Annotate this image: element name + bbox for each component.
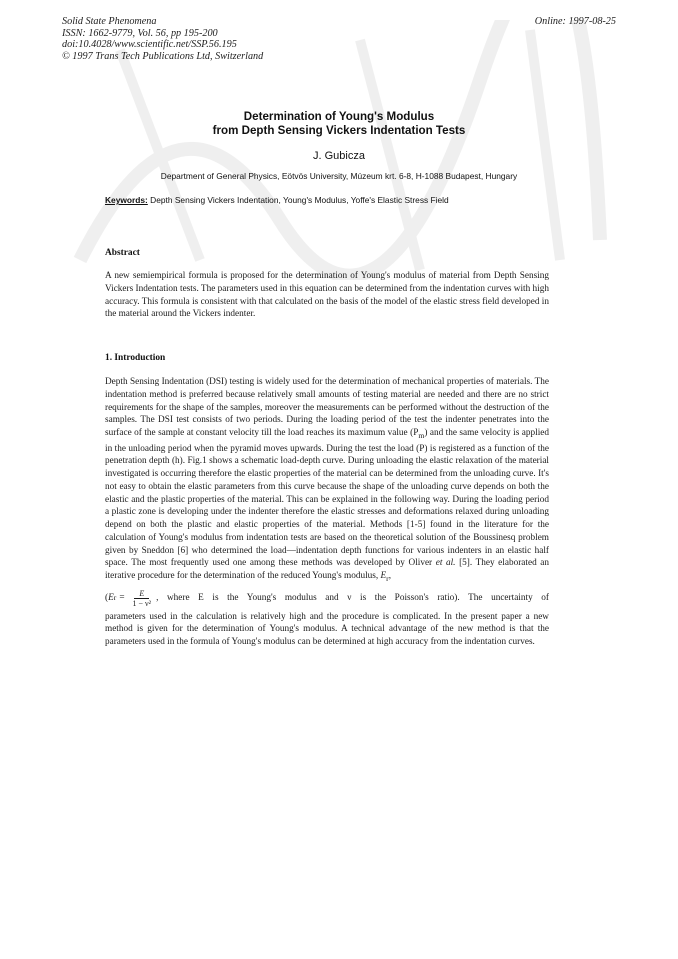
reduced-modulus-formula	[105, 586, 549, 611]
journal-copyright: © 1997 Trans Tech Publications Ltd, Switzerland	[62, 50, 264, 62]
abstract-body	[105, 270, 549, 321]
er-symbol: E	[380, 571, 387, 582]
formula-lhs-subscript: r	[113, 592, 117, 602]
paper-title	[0, 110, 678, 139]
et-al: et al.	[435, 558, 456, 569]
formula-lhs: E	[108, 592, 114, 603]
formula-numerator: E	[134, 589, 149, 599]
pm-subscript: m	[418, 430, 425, 440]
er-subscript: r	[386, 573, 389, 583]
online-date: Online: 1997-08-25	[534, 16, 616, 27]
journal-doi[interactable]: doi:10.4028/www.scientific.net/SSP.56.195	[62, 39, 237, 51]
author-affiliation: Department of General Physics, Eötvös University, Múzeum krt. 6-8, H-1088 Budapest, Hungary	[160, 171, 518, 181]
keywords-list: Depth Sensing Vickers Indentation, Young's Modulus, Yoffe's Elastic Stress Field	[150, 195, 449, 205]
formula-open-paren: (	[105, 592, 109, 603]
introduction-body	[105, 376, 549, 649]
journal-name: Solid State Phenomena	[62, 16, 157, 27]
title-line-2: from Depth Sensing Vickers Indentation Tests	[212, 124, 466, 138]
abstract-heading: Abstract	[105, 248, 140, 258]
author-name: J. Gubicza	[313, 150, 365, 162]
formula-equals: =	[119, 592, 125, 603]
formula-fraction	[131, 589, 154, 608]
formula-tail: , where E is the Young's modulus and ν is the Poisson's ratio). The uncertainty of	[156, 592, 549, 603]
intro-text-2: ) and the same velocity is applied in the unloading period when the pyramid moves upwards. During the test the load (P) is registered as a function of the penetration depth (h). Fig.1 shows a schematic load-depth curve. During unloading the elastic relaxation of the material investigated is occurring therefore the elastic properties of the material can be determined from the unloading curve. It's not easy to obtain the elastic parameters from this curve because the shape of the unloading curve depends on both the elastic and the plastic properties of the material. This can be explained in the following way. During the loading period a plastic zone is developing under the indenter therefore the elastic stresses and deformations relaxed during unloading depend on both the plastic and elastic properties of the material. Methods [1-5] found in the literature for the calculation of Young's modulus from indentation tests are based on the theoretical solution of the Boussinesq problem given by Sneddon [6] who determined the load—indentation depth functions for various indenters in an elastic half space. The most frequently used one among these methods was developed by Oliver	[105, 428, 549, 569]
intro-text-4: parameters used in the calculation is relatively high and the procedure is complicated. In the present paper a new method is given for the determination of Young's modulus. A technical advantage of the new method is that the parameters used in the formula of Young's modulus can be determined at high accuracy from the indentation curves.	[105, 611, 549, 648]
abstract-text: A new semiempirical formula is proposed for the determination of Young's modulus of material from Depth Sensing Vickers Indentation tests. The parameters used in this equation can be determined from the indentation curves with high accuracy. This formula is consistent with that calculated on the basis of the model of the elastic stress field developed in the material around the Vickers indenter.	[105, 271, 549, 320]
introduction-paragraph	[105, 376, 549, 586]
introduction-heading: 1. Introduction	[105, 353, 166, 363]
formula-denominator: 1 − ν²	[132, 598, 152, 608]
er-comma: ,	[388, 571, 392, 582]
journal-info	[62, 16, 263, 62]
keywords-label: Keywords:	[105, 195, 148, 205]
keywords	[105, 195, 449, 205]
intro-text-3: [5]. They elaborated an iterative procedure for the determination of the reduced Young's modulus,	[105, 558, 550, 582]
journal-issn: ISSN: 1662-9779, Vol. 56, pp 195-200	[62, 27, 218, 39]
intro-text-1: Depth Sensing Indentation (DSI) testing is widely used for the determination of mechanical properties of materials. The indentation method is preferred because relatively small amounts of testing material are needed and there are no strict requirements for the shape of the samples, moreover the measurements can be performed without the destruction of the samples. The DSI test consists of two periods. During the loading period of the test the indenter penetrates into the surface of the sample at constant velocity till the load reaches its maximum value (P	[105, 377, 549, 438]
title-line-1: Determination of Young's Modulus	[243, 110, 435, 123]
